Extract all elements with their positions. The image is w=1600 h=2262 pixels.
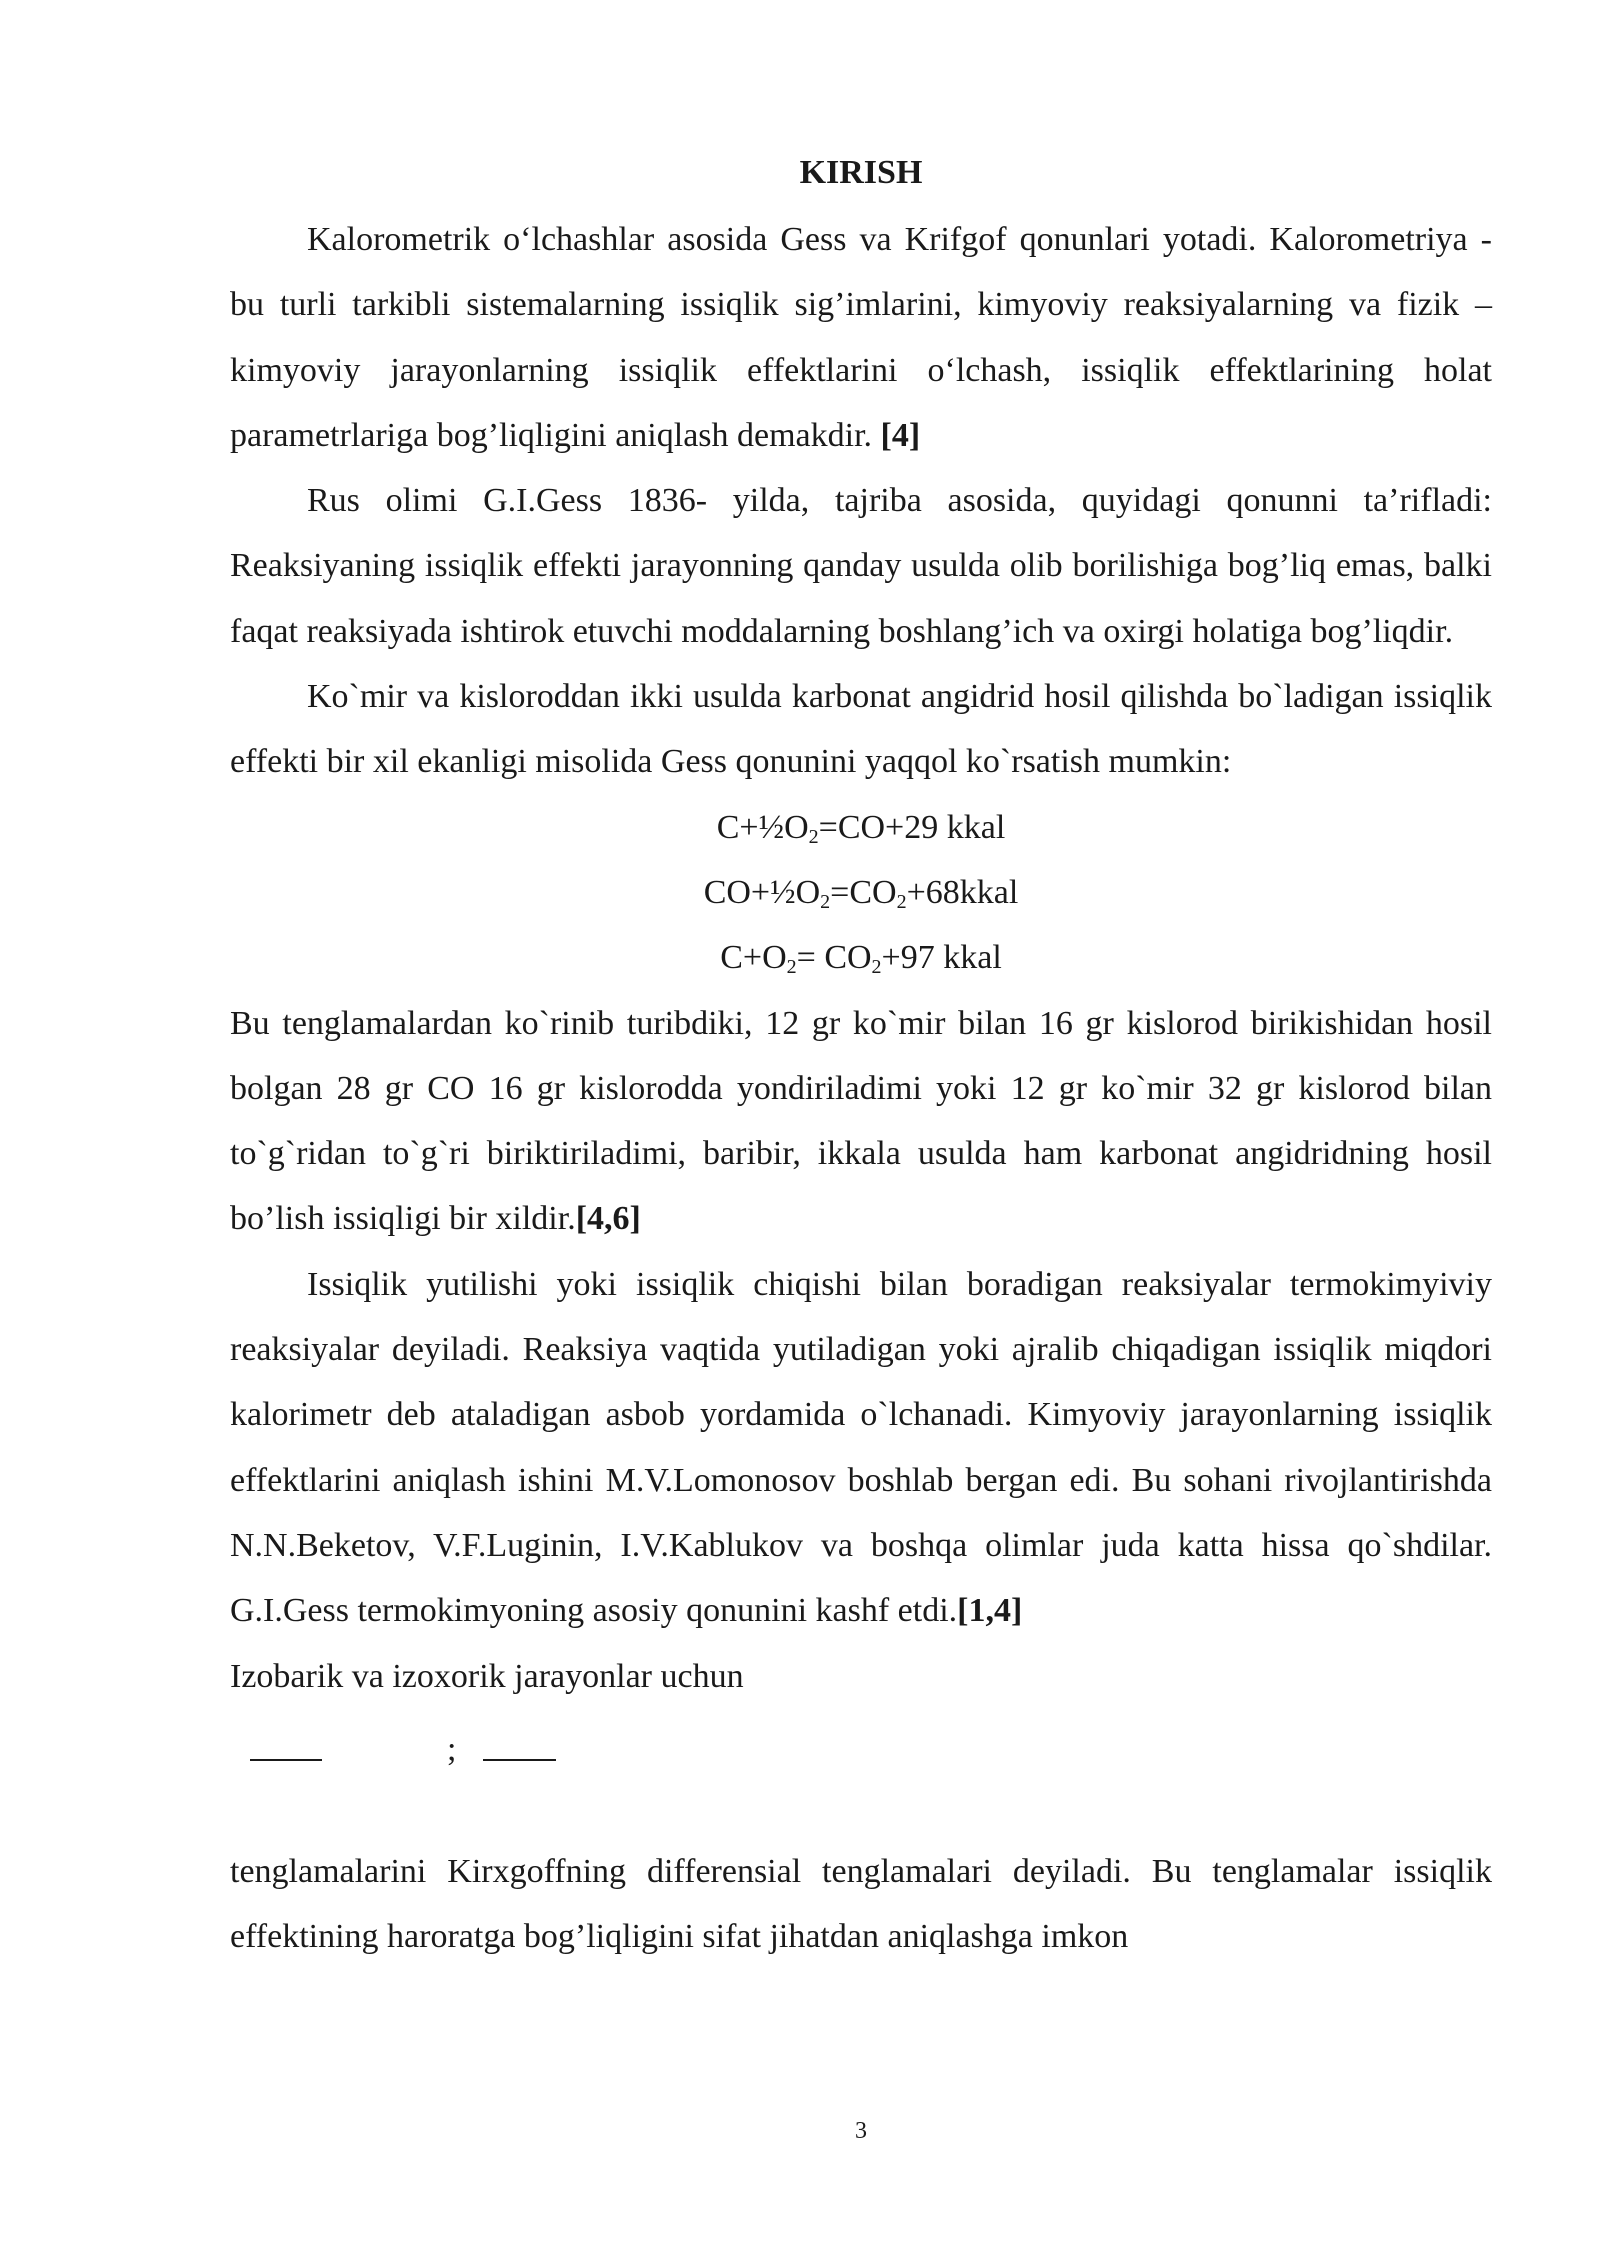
kirchhoff-equations-formula	[230, 1709, 1492, 1839]
subscript: 2	[808, 825, 819, 848]
equation-2	[230, 860, 1492, 925]
paragraph-kirchhoff: tenglamalarini Kirxgoffning differensial tenglamalari deyiladi. Bu tenglamalar issiqlik effektining haroratga bog’liqligini sifat jihatdan aniqlashga imkon	[230, 1852, 1492, 1956]
fraction-bar	[250, 1759, 322, 1761]
fraction-bar	[483, 1759, 556, 1761]
formula-separator: ;	[447, 1730, 457, 1768]
page-title: KIRISH	[799, 154, 923, 191]
equation-part: =CO+29 kkal	[818, 808, 1006, 846]
equation-part: CO+½O	[703, 873, 821, 911]
equation-part: =CO	[830, 873, 897, 911]
subscript: 2	[871, 956, 882, 979]
paragraph-thermochemistry	[230, 1252, 1492, 1644]
equation-part: = CO	[796, 939, 872, 977]
paragraph-text: Issiqlik yutilishi yoki issiqlik chiqishi bilan boradigan reaksiyalar termokimyiviy reaksiyalar deyiladi. Reaksiya vaqtida yutiladigan yoki ajralib chiqadigan issiqlik miqdori kalorimetr deb ataladigan asbob yordamida o`lchanadi. Kimyoviy jarayonlarning issiqlik effektlarini aniqlash ishini M.V.Lomonosov boshlab bergan edi. Bu sohani rivojlantirishda N.N.Beketov, V.F.Luginin, I.V.Kablukov va boshqa olimlar juda katta hissa qo`shdilar. G.I.Gess termokimyoning asosiy qonunini kashf etdi.	[230, 1265, 1492, 1630]
equation-part: +97 kkal	[881, 939, 1002, 977]
paragraph-text: Bu tenglamalardan ko`rinib turibdiki, 12 gr ko`mir bilan 16 gr kislorod birikishidan hosil bolgan 28 gr CO 16 gr kislorodda yondiriladimi yoki 12 gr ko`mir 32 gr kislorod bilan to`g`ridan to`g`ri biriktiriladimi, baribir, ikkala usulda ham karbonat angidridning hosil bo’lish issiqligi bir xildir.	[230, 1004, 1492, 1238]
document-body	[230, 207, 1492, 1969]
paragraph-example-intro: Ko`mir va kisloroddan ikki usulda karbonat angidrid hosil qilishda bo`ladigan issiqlik effekti bir xil ekanligi misolida Gess qonunini yaqqol ko`rsatish mumkin:	[230, 678, 1492, 781]
equation-part: C+½O	[716, 808, 809, 846]
reference-citation: [1,4]	[957, 1592, 1023, 1630]
subscript: 2	[786, 956, 797, 979]
subscript: 2	[820, 890, 831, 913]
paragraph-explanation	[230, 991, 1492, 1252]
equation-part: C+O	[720, 939, 787, 977]
reference-citation: [4]	[880, 416, 921, 454]
paragraph-kalorometriya	[230, 207, 1492, 468]
paragraph-gess-law: Rus olimi G.I.Gess 1836- yilda, tajriba asosida, quyidagi qonunni ta’rifladi: Reaksiyaning issiqlik effekti jarayonning qanday usulda olib borilishiga bog’liq emas, balki faqat reaksiyada ishtirok etuvchi moddalarning boshlang’ich va oxirgi holatiga bog’liqdir.	[230, 482, 1492, 650]
reference-citation: [4,6]	[575, 1200, 641, 1238]
paragraph-text: Kalorometrik o‘lchashlar asosida Gess va Krifgof qonunlari yotadi. Kalorometriya - bu turli tarkibli sistemalarning issiqlik sig’imlarini, kimyoviy reaksiyalarning va fizik – kimyoviy jarayonlarning issiqlik effektlarini o‘lchash, issiqlik effektlarining holat parametrlariga bog’liqligini aniqlash demakdir.	[230, 221, 1492, 454]
equation-3	[230, 925, 1492, 990]
paragraph-isobaric-intro: Izobarik va izoxorik jarayonlar uchun	[230, 1657, 744, 1695]
subscript: 2	[896, 890, 907, 913]
document-page	[230, 0, 1492, 2262]
equation-1	[230, 795, 1492, 860]
page-number: 3	[855, 2118, 867, 2144]
equation-part: +68kkal	[906, 873, 1019, 911]
